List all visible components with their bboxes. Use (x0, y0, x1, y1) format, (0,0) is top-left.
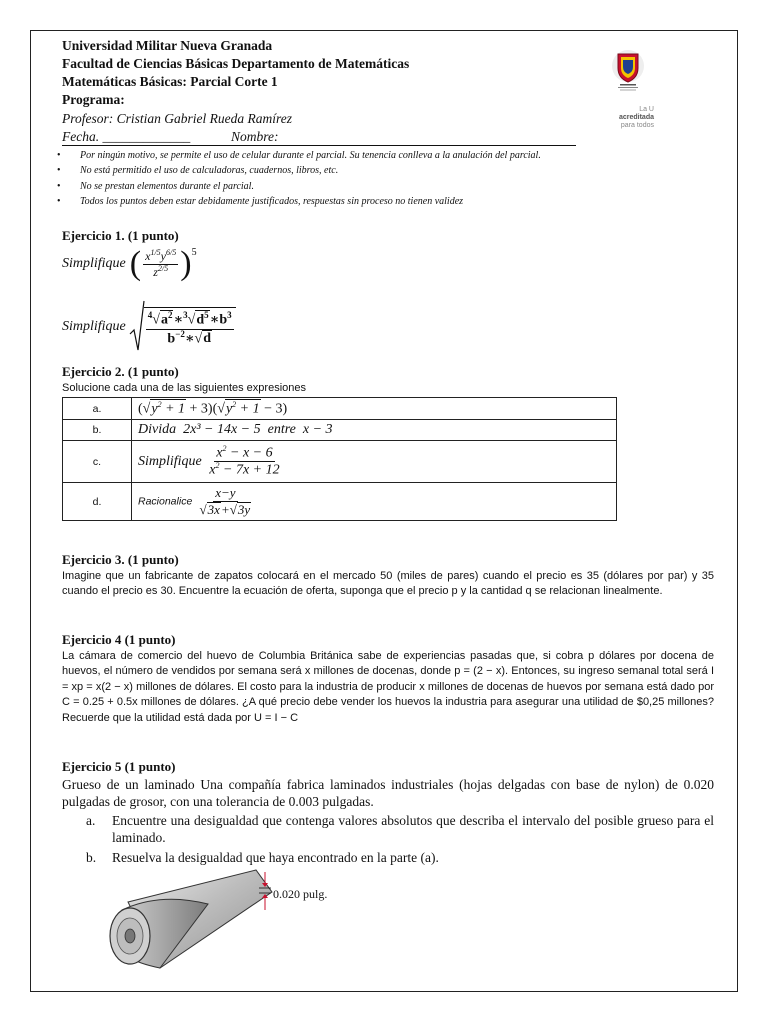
ex2-b-word2: entre (267, 422, 296, 437)
ex2-b-expr2: x − 3 (302, 422, 333, 437)
university-name: Universidad Militar Nueva Granada (62, 38, 273, 53)
ex2-expr-a: $(√y^2 + 1 + 3)(√y^2 + 1 - 3)$ (132, 398, 617, 420)
course-name: Matemáticas Básicas: Parcial Corte 1 (62, 74, 278, 89)
table-row (63, 398, 617, 420)
rule-item: • No se prestan elementos durante el parcial. (52, 179, 541, 194)
logo-text-2: acreditada (618, 114, 654, 121)
row-label: b. (63, 420, 132, 441)
ex5-b-label: b. (86, 850, 97, 865)
ex2-c-word: Simplifique (138, 453, 202, 469)
ex2-instruction: Solucione cada una de las siguientes expresiones (62, 382, 306, 394)
sqrt-icon (129, 300, 145, 354)
rule-item: • No está permitido el uso de calculadoras, cuadernos, libros, etc. (52, 163, 541, 178)
thickness-label: 0.020 pulg. (273, 887, 328, 901)
ex3-text: Imagine que un fabricante de zapatos colocará en el mercado 50 (miles de pares) cuando el precio es 35 (dólares por par) y 35 cuando el precio es 30. Encuentre la ecuación de oferta, suponga que el precio p y la cantidad q se relacionan linealmente. (62, 570, 714, 598)
logo-text-3: para todos (620, 122, 654, 129)
ex5-text: Grueso de un laminado Una compañía fabrica laminados industriales (hojas delgadas con base de nylon) de 0.020 pulgadas de grosor, con una tolerancia de 0.003 pulgadas. (62, 777, 714, 809)
ex2-expr-c: Simplifique $\frac{x^2 - x - 6}{x^2 - 7x + 12}$ (132, 441, 617, 483)
ex5-item-a: Encuentre una desigualdad que contenga valores absolutos que describa el intervalo del posible grueso para el laminado. (112, 813, 714, 845)
ex2-d-word: Racionalice (138, 495, 193, 508)
table-row (63, 483, 617, 521)
ex2-expr-d: Racionalice $\frac{x-y}{√3x+√3y}$ (132, 483, 617, 521)
ex2-expr-b (132, 420, 617, 441)
ex1-expression-1: Simplifique ( $\frac{x^{1/5}y^{6/5}}{z^{2/5}}$ ) $^5$ (62, 245, 197, 282)
rules-list (52, 148, 541, 210)
ex1-simplify-2: Simplifique (62, 319, 126, 334)
professor-name: Profesor: Cristian Gabriel Rueda Ramírez (62, 111, 292, 126)
ex2-title: Ejercicio 2. (1 punto) (62, 364, 179, 379)
university-logo (596, 46, 682, 138)
rule-item: • Todos los puntos deben estar debidamente justificados, respuestas sin proceso no tienen validez (52, 194, 541, 209)
program-label: Programa: (62, 92, 125, 107)
ex3-title: Ejercicio 3. (1 punto) (62, 552, 179, 567)
rule-item: • Por ningún motivo, se permite el uso de celular durante el parcial. Su tenencia conlleva a la anulación del parcial. (52, 148, 541, 163)
faculty-name: Facultad de Ciencias Básicas Departamento de Matemáticas (62, 56, 410, 71)
date-label: Fecha. _____________ (62, 129, 191, 144)
ex1-expression-2: Simplifique $\frac{^4√a^2∗^3√d^5∗b^3}{b^{-2}∗√d}$ (62, 300, 236, 354)
thickness-arrows-icon (258, 872, 272, 912)
row-label: c. (63, 441, 132, 483)
name-label: Nombre: (231, 129, 279, 144)
row-label: a. (63, 398, 132, 420)
ex4-title: Ejercicio 4 (1 punto) (62, 632, 176, 647)
ex1-title: Ejercicio 1. (1 punto) (62, 228, 179, 243)
ex2-b-word1: Divida (138, 422, 177, 437)
logo-text-1: La U (639, 106, 654, 113)
crest-icon (596, 46, 682, 106)
ex2-b-expr1: 2x³ − 14x − 5 (183, 422, 261, 437)
table-row (63, 420, 617, 441)
row-label: d. (63, 483, 132, 521)
ex5-item-b: Resuelva la desigualdad que haya encontrado en la parte (a). (112, 850, 439, 865)
ex1-simplify-1: Simplifique (62, 256, 126, 271)
ex4-text: La cámara de comercio del huevo de Columbia Británica sabe de experiencias pasadas que, si cobra p dólares por docena de huevos, el número de vendidos por semana será x millones de docenas, donde p = (2 − x). Entonces, su ingreso semanal total será I = xp = x(2 − x) millones de dólares. El costo para la industria de producir x millones de docenas de huevos por semana está dado por C = 0.25 + 0.5x millones de dólares. ¿A qué precio debe vender los huevos la industria para asegurar una utilidad de $0,25 millones? Recuerde que la utilidad está dada por U = I − C (62, 650, 714, 724)
laminate-roll-figure (100, 864, 280, 980)
table-row (63, 441, 617, 483)
ex5-a-label: a. (86, 813, 96, 828)
ex2-table (62, 397, 617, 521)
ex5-title: Ejercicio 5 (1 punto) (62, 759, 176, 774)
